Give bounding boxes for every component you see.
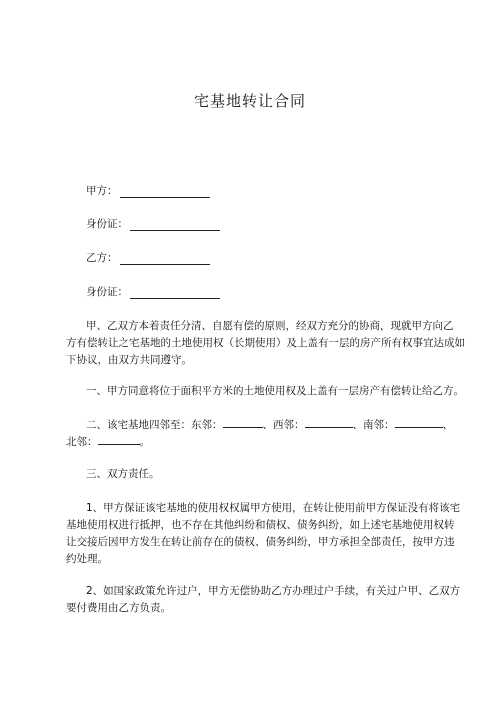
south-neighbor-label: 、南邻： [352, 419, 395, 431]
party-b-blank [120, 254, 210, 265]
party-b-id-label: 身份证： [86, 286, 128, 298]
clause-3 [66, 466, 446, 483]
east-neighbor-label: 二、该宅基地四邻至：东邻： [86, 419, 223, 431]
party-a-blank [120, 187, 210, 198]
item-1-line: 1、甲方保证该宅基地的使用权权属甲方使用，在转让使用前甲方保证没有将该宅 [86, 502, 461, 514]
intro-line: 方有偿转让之宅基地的土地使用权（长期使用）及上盖有一层的房产所有权事宜达成如 [66, 337, 465, 349]
item-2 [66, 583, 461, 617]
party-a-field [86, 183, 210, 198]
intro-line: 甲、乙双方本着责任分清、自愿有偿的原则，经双方充分的协商，现就甲方向乙 [86, 320, 454, 332]
clause-1 [66, 383, 464, 400]
document-title: 宅基地转让合同 [193, 92, 306, 110]
clause-2-separator: 、 [442, 419, 453, 431]
east-neighbor-blank [223, 417, 263, 428]
west-neighbor-label: 、西邻： [262, 419, 305, 431]
intro-paragraph [66, 318, 465, 369]
west-neighbor-blank [305, 417, 353, 428]
item-1-line: 基地使用权进行抵押，也不存在其他纠纷和债权、债务纠纷，如上述宅基地使用权转 [66, 519, 455, 531]
item-1-line: 让交接后因甲方发生在转让前存在的债权、债务纠纷，甲方承担全部责任，按甲方违 [66, 536, 455, 548]
party-a-id-field [86, 216, 220, 231]
party-a-label: 甲方： [86, 185, 118, 197]
north-neighbor-label: 北邻： [66, 436, 98, 448]
clause-2 [66, 417, 453, 451]
party-a-id-blank [130, 220, 220, 231]
party-a-id-label: 身份证： [86, 218, 128, 230]
item-2-line: 要付费用由乙方负责。 [66, 602, 171, 614]
item-1 [66, 500, 461, 568]
item-2-line: 2、如国家政策允许过户，甲方无偿协助乙方办理过户手续，有关过户甲、乙双方 [86, 585, 461, 597]
party-b-label: 乙方： [86, 252, 118, 264]
item-1-line: 约处理。 [66, 553, 108, 565]
party-b-id-blank [130, 288, 220, 299]
clause-1-text: 一、甲方同意将位于面积平方米的土地使用权及上盖有一层房产有偿转让给乙方。 [86, 385, 464, 397]
party-b-id-field [86, 284, 220, 299]
clause-2-end: 。 [139, 436, 150, 448]
north-neighbor-blank [98, 434, 140, 445]
clause-3-text: 三、双方责任。 [86, 468, 160, 480]
south-neighbor-blank [395, 417, 443, 428]
party-b-field [86, 250, 210, 265]
intro-line: 下协议，由双方共同遵守。 [66, 354, 192, 366]
